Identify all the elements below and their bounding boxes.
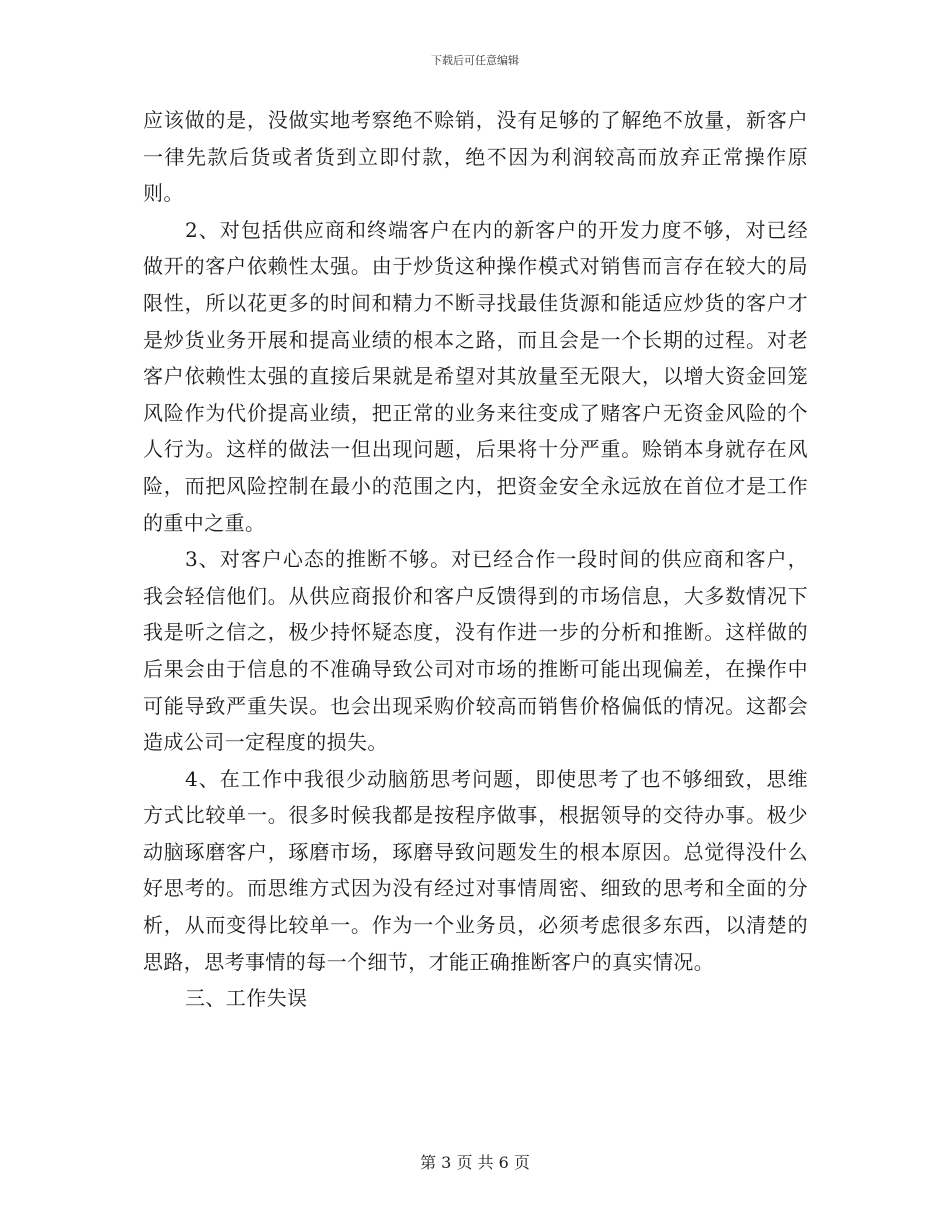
page-footer — [0, 1152, 950, 1174]
footer-suffix: 页 — [508, 1153, 530, 1172]
footer-middle: 页 共 — [451, 1153, 499, 1172]
page-header — [0, 53, 950, 69]
total-pages-number: 6 — [498, 1153, 509, 1172]
footer-prefix: 第 — [420, 1153, 442, 1172]
document-body — [143, 102, 808, 1017]
paragraph-1: 应该做的是，没做实地考察绝不赊销，没有足够的了解绝不放量，新客户一律先款后货或者货到立即付款，绝不因为利润较高而放弃正常操作原则。 — [143, 108, 808, 206]
current-page-number: 3 — [441, 1153, 452, 1172]
paragraph-4: 4、在工作中我很少动脑筋思考问题，即使思考了也不够细致，思维方式比较单一。很多时候我都是按程序做事，根据领导的交待办事。极少动脑琢磨客户，琢磨市场，琢磨导致问题发生的根本原因。总觉得没什么好思考的。而思维方式因为没有经过对事情周密、细致的思考和全面的分析，从而变得比较单一。作为一个业务员，必须考虑很多东西，以清楚的思路，思考事情的每一个细节，才能正确推断客户的真实情况。 — [143, 766, 808, 974]
header-text: 下载后可任意编辑 — [431, 54, 519, 67]
paragraph-2: 2、对包括供应商和终端客户在内的新客户的开发力度不够，对已经做开的客户依赖性太强。由于炒货这种操作模式对销售而言存在较大的局限性，所以花更多的时间和精力不断寻找最佳货源和能适应炒货的客户才是炒货业务开展和提高业绩的根本之路，而且会是一个长期的过程。对老客户依赖性太强的直接后果就是希望对其放量至无限大，以增大资金回笼风险作为代价提高业绩，把正常的业务来往变成了赌客户无资金风险的个人行为。这样的做法一但出现问题，后果将十分严重。赊销本身就存在风险，而把风险控制在最小的范围之内，把资金安全永远放在首位才是工作的重中之重。 — [143, 217, 808, 535]
paragraph-3: 3、对客户心态的推断不够。对已经合作一段时间的供应商和客户，我会轻信他们。从供应商报价和客户反馈得到的市场信息，大多数情况下我是听之信之，极少持怀疑态度，没有作进一步的分析和推断。这样做的后果会由于信息的不准确导致公司对市场的推断可能出现偏差，在操作中可能导致严重失误。也会出现采购价较高而销售价格偏低的情况。这都会造成公司一定程度的损失。 — [143, 547, 808, 755]
section-heading: 三、工作失误 — [185, 986, 308, 1011]
